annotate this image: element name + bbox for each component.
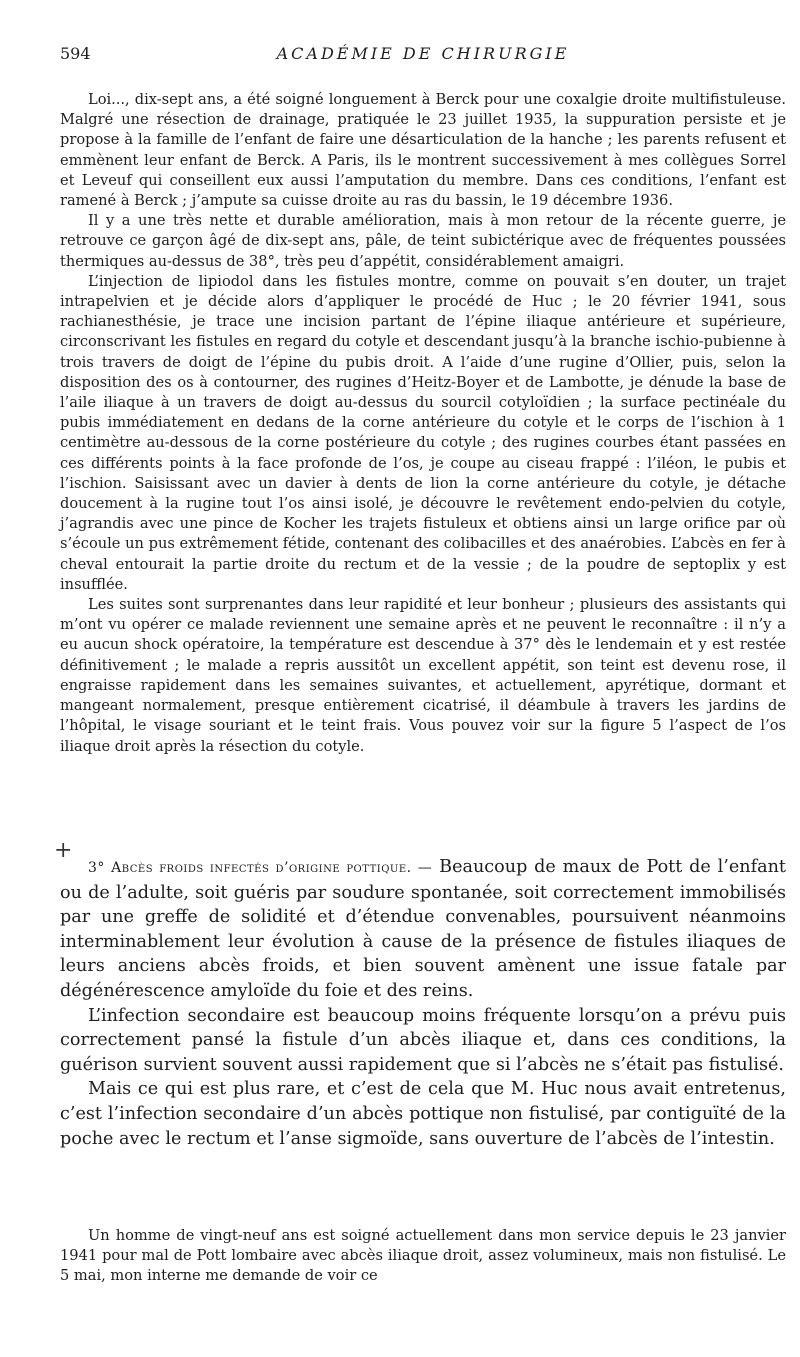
- paragraph: Les suites sont surprenantes dans leur rapidité et leur bonheur ; plusieurs des assistants qui m’ont vu opérer ce malade reviennent une semaine après et ne peuvent le reconnaître : il n’y a eu aucun shock opératoire, la température est descendue à 37° dès le lendemain et y est restée définitivement ; le malade a repris aussitôt un excellent appétit, son teint est devenu rose, il engraisse rapidement dans les semaines suivantes, et actuellement, apyrétique, dormant et mangeant normalement, presque entièrement cicatrisé, il déambule à travers les jardins de l’hôpital, le visage souriant et le teint frais. Vous pouvez voir sur la figure 5 l’aspect de l’os iliaque droit après la résection du cotyle.: [60, 596, 786, 755]
- paragraph: L’injection de lipiodol dans les fistules montre, comme on pouvait s’en douter, un trajet intrapelvien et je décide alors d’appliquer le procédé de Huc ; le 20 février 1941, sous rachianesthésie, je trace une incision partant de l’épine iliaque antérieure et supérieure, circonscrivant les fistules en regard du cotyle et descendant jusqu’à la branche ischio-pubienne à trois travers de doigt de l’épine du pubis droit. A l’aide d’une rugine d’Ollier, puis, selon la disposition des os à contourner, des rugines d’Heitz-Boyer et de Lambotte, je dénude la base de l’aile iliaque à un travers de doigt au-dessus du sourcil cotyloïdien ; la surface pectinéale du pubis immédiatement en dedans de la corne antérieure du cotyle et le corps de l’ischion à 1 centimètre au-dessous de la corne postérieure du cotyle ; des rugines courbes étant passées en ces différents points à la face profonde de l’os, je coupe au ciseau frappé : l’iléon, le pubis et l’ischion. Saisissant avec un davier à dents de lion la corne antérieure du cotyle, je détache doucement à la rugine tout l’os ainsi isolé, je découvre le revêtement endo-pelvien du cotyle, j’agrandis avec une pince de Kocher les trajets fistuleux et obtiens ainsi un large orifice par où s’écoule un pus extrêmement fétide, contenant des colibacilles et des anaérobies. L’abcès en fer à cheval entourait la partie droite du rectum et de la vessie ; de la poudre de septoplix y est insufflée.: [60, 272, 786, 593]
- page-number: 594: [60, 44, 91, 63]
- paragraph: L’infection secondaire est beaucoup moins fréquente lorsqu’on a prévu puis correctement pansé la fistule d’un abcès iliaque et, dans ces conditions, la guérison survient souvent aussi rapidement que si l’abcès ne s’était pas fistulisé.: [60, 1005, 786, 1075]
- section-pottic-abscesses: [60, 855, 786, 1151]
- paragraph: Il y a une très nette et durable amélioration, mais à mon retour de la récente guerre, je retrouve ce garçon âgé de dix-sept ans, pâle, de teint subictérique avec de fréquentes poussées thermiques au-dessus de 38°, très peu d’appétit, considérablement amaigri.: [60, 212, 786, 270]
- paragraph: Mais ce qui est plus rare, et c’est de cela que M. Huc nous avait entretenus, c’est l’infection secondaire d’un abcès pottique non fistulisé, par contiguïté de la poche avec le rectum et l’anse sigmoïde, sans ouverture de l’abcès de l’intestin.: [60, 1079, 786, 1149]
- page-header: [60, 44, 786, 68]
- section-heading: 3° Abcès froids infectés d’origine pottique. —: [88, 860, 433, 876]
- handwritten-margin-mark: +: [54, 838, 73, 863]
- case-report-loi: [60, 90, 786, 757]
- paragraph: Un homme de vingt-neuf ans est soigné actuellement dans mon service depuis le 23 janvier 1941 pour mal de Pott lombaire avec abcès iliaque droit, assez volumineux, mais non fistulisé. Le 5 mai, mon interne me demande de voir ce: [60, 1227, 786, 1285]
- paragraph-text: Beaucoup de maux de Pott de l’enfant ou de l’adulte, soit guéris par soudure spontanée, soit correctement immobilisés par une greffe de solidité et d’étendue convenables, poursuivent néanmoins interminablement leur évolution à cause de la présence de fistules iliaques de leurs anciens abcès froids, et bien souvent amènent une issue fatale par dégénérescence amyloïde du foie et des reins.: [60, 857, 786, 1001]
- paragraph: [60, 855, 786, 1004]
- paragraph: Loi..., dix-sept ans, a été soigné longuement à Berck pour une coxalgie droite multifistuleuse. Malgré une résection de drainage, pratiquée le 23 juillet 1935, la suppuration persiste et je propose à la famille de l’enfant de faire une désarticulation de la hanche ; les parents refusent et emmènent leur enfant de Berck. A Paris, ils le montrent successivement à mes collègues Sorrel et Leveuf qui conseillent eux aussi l’amputation du membre. Dans ces conditions, l’enfant est ramené à Berck ; j’ampute sa cuisse droite au ras du bassin, le 19 décembre 1936.: [60, 91, 786, 210]
- running-title: ACADÉMIE DE CHIRURGIE: [276, 44, 570, 63]
- case-report-pott: [60, 1226, 786, 1287]
